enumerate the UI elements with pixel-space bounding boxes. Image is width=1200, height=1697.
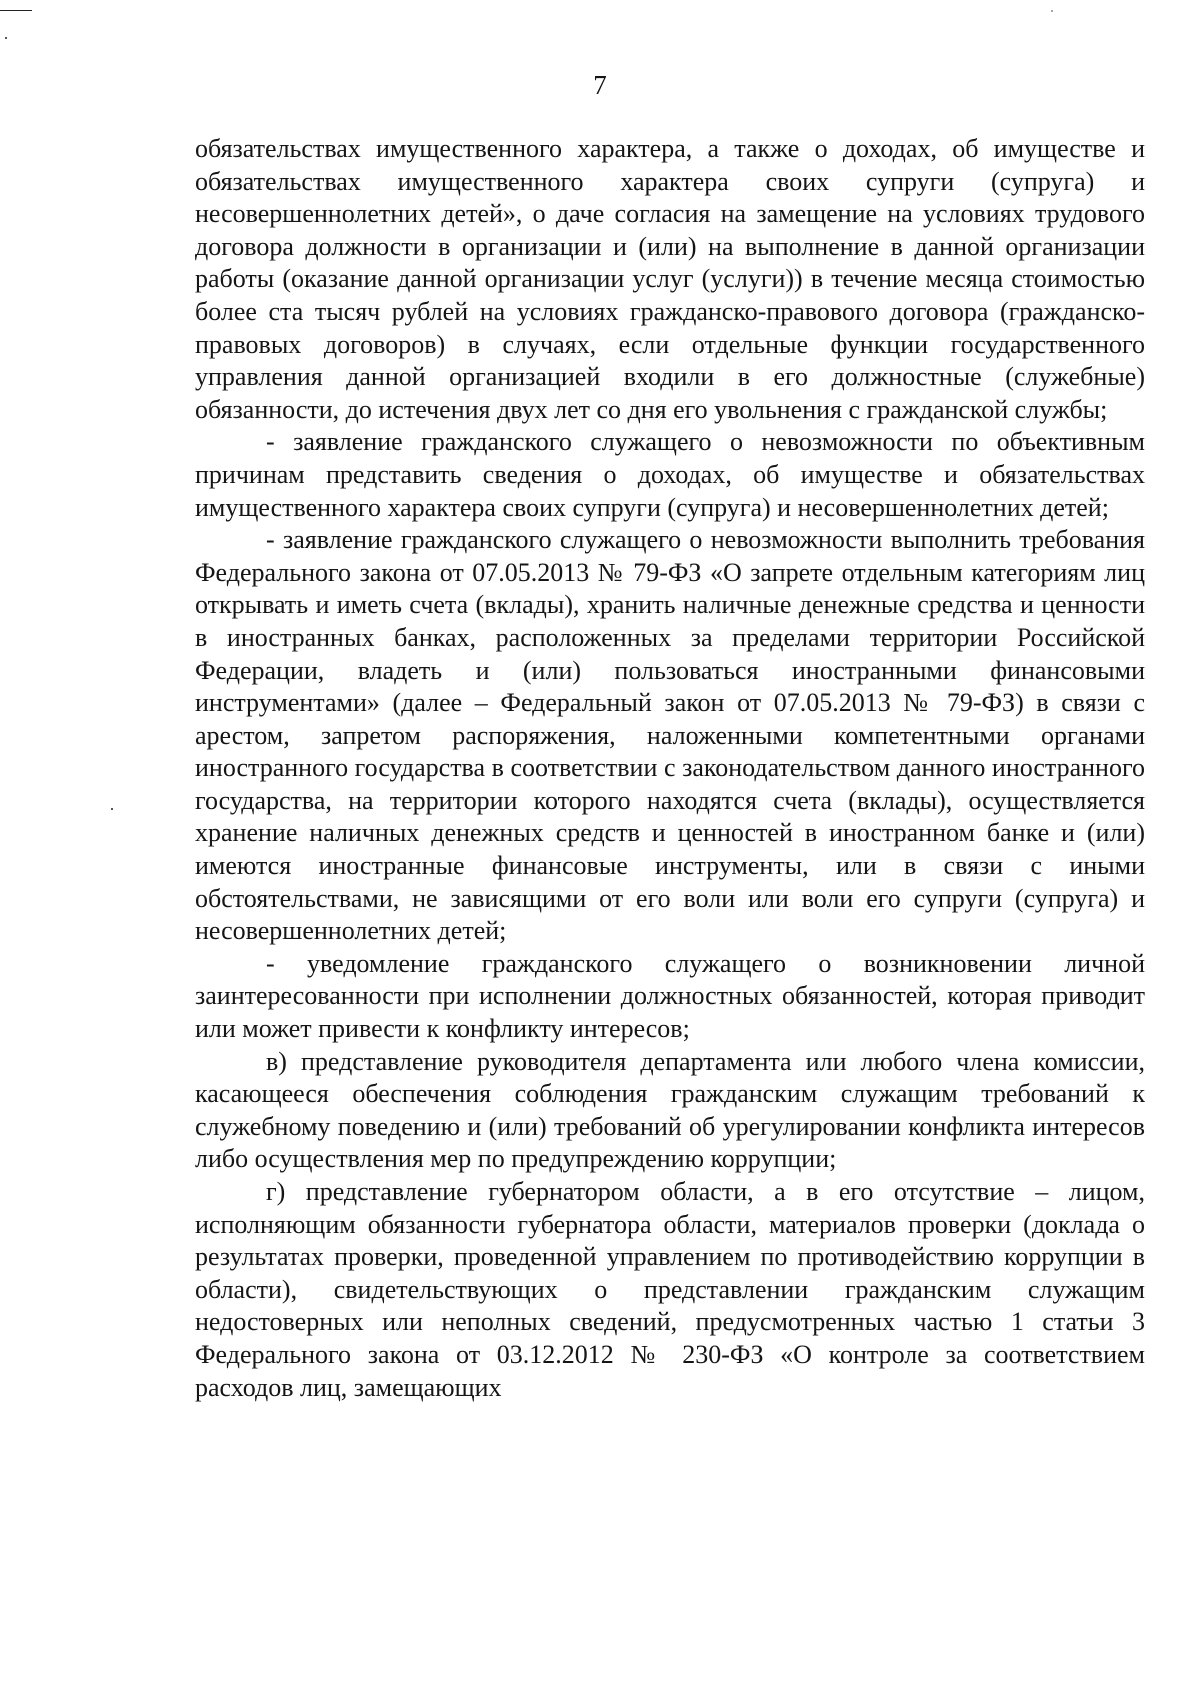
paragraph-notice-conflict: - уведомление гражданского служащего о возникновении личной заинтересованности при исполнении должностных обязанностей, которая приводит или может привести к конфликту интересов; — [195, 948, 1145, 1044]
scan-artifact-dot — [5, 37, 7, 39]
scan-artifact-line — [0, 10, 32, 11]
paragraph-statement-foreign-accounts: - заявление гражданского служащего о невозможности выполнить требования Федерального закона от 07.05.2013 № 79-ФЗ «О запрете отдельным категориям лиц открывать и иметь счета (вклады), хранить наличные денежные средства и ценности в иностранных банках, расположенных за пределами территории Российской Федерации, владеть и (или) пользоваться иностранными финансовыми инструментами» (далее – Федеральный закон от 07.05.2013 № 79-ФЗ) в связи с арестом, запретом распоряжения, наложенными компетентными органами иностранного государства в соответствии с законодательством данного иностранного государства, на территории которого находятся счета (вклады), осуществляется хранение наличных денежных средств и ценностей в иностранном банке и (или) имеются иностранные финансовые инструменты, или в связи с иными обстоятельствами, не зависящими от его воли или воли его супруги (супруга) и несовершеннолетних детей; — [195, 525, 1145, 946]
page-number: 7 — [593, 70, 607, 100]
paragraph-item-g: г) представление губернатором области, а в его отсутствие – лицом, исполняющим обязанности губернатора области, материалов проверки (доклада о результатах проверки, проведенной управлением по противодействию коррупции в области), свидетельствующих о представлении гражданским служащим недостоверных или неполных сведений, предусмотренных частью 1 статьи 3 Федерального закона от 03.12.2012 № 230-ФЗ «О контроле за соответствием расходов лиц, замещающих — [195, 1177, 1145, 1402]
paragraph-item-v: в) представление руководителя департамента или любого члена комиссии, касающееся обеспечения соблюдения гражданским служащим требований к служебному поведению и (или) требований об урегулировании конфликта интересов либо осуществления мер по предупреждению коррупции; — [195, 1046, 1145, 1174]
scan-artifact-dot — [111, 808, 113, 810]
scan-artifact-dot — [1051, 10, 1053, 12]
paragraph-statement-reporting: - заявление гражданского служащего о невозможности по объективным причинам представить сведения о доходах, об имуществе и обязательствах имущественного характера своих супруги (супруга) и несовершеннолетних детей; — [195, 427, 1145, 522]
document-body — [195, 133, 1145, 1404]
paragraph-continuation: обязательствах имущественного характера, а также о доходах, об имуществе и обязательствах имущественного характера своих супруги (супруга) и несовершеннолетних детей», о даче согласия на замещение на условиях трудового договора должности в организации и (или) на выполнение в данной организации работы (оказание данной организации услуг (услуги)) в течение месяца стоимостью более ста тысяч рублей на условиях гражданско-правового договора (гражданско-правовых договоров) в случаях, если отдельные функции государственного управления данной организацией входили в его должностные (служебные) обязанности, до истечения двух лет со дня его увольнения с гражданской службы; — [195, 134, 1145, 424]
